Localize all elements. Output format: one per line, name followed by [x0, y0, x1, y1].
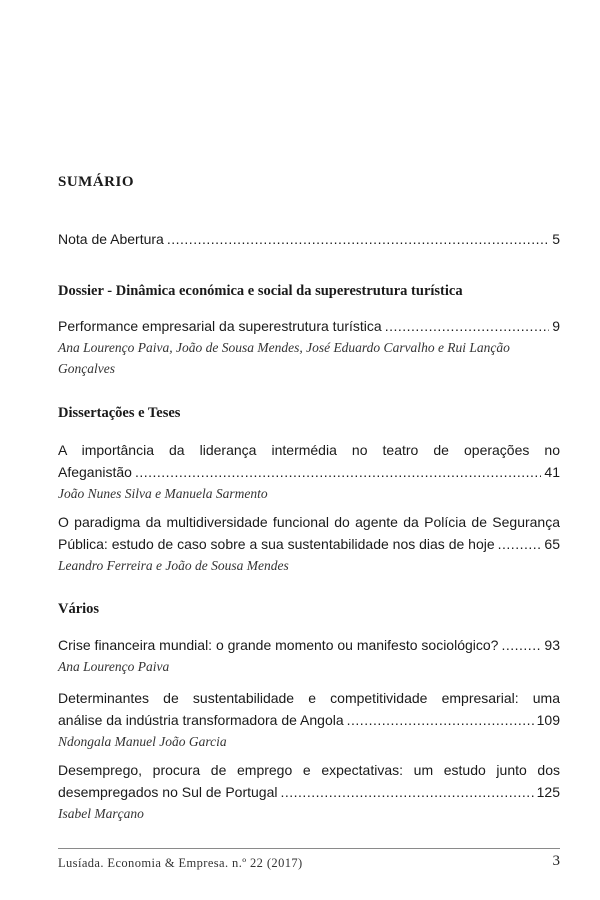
page-title: SUMÁRIO [58, 174, 135, 190]
toc-entry-paradigma-psp[interactable] [58, 511, 560, 576]
entry-page: 109 [536, 712, 560, 728]
entry-page: 41 [544, 464, 560, 480]
footer-journal: Lusíada. Economia & Empresa. n.º 22 (2017) [58, 856, 303, 870]
entry-title-line-2: análise da indústria transformadora de Angola [58, 712, 344, 728]
entry-authors: João Nunes Silva e Manuela Sarmento [58, 486, 268, 501]
entry-title-line-2: Pública: estudo de caso sobre a sua sustentabilidade nos dias de hoje [58, 536, 495, 552]
section-heading-dossier: Dossier - Dinâmica económica e social da superestrutura turística [58, 283, 463, 299]
entry-title-line-1: A importância da liderança intermédia no teatro de operações no [58, 442, 560, 458]
dot-leader [347, 709, 534, 731]
entry-title: Nota de Abertura [58, 231, 164, 247]
entry-authors: Isabel Marçano [58, 806, 144, 821]
entry-title-line-1: Determinantes de sustentabilidade e competitividade empresarial: uma [58, 690, 560, 706]
toc-entry-nota-de-abertura[interactable] [58, 228, 560, 250]
entry-authors: Ndongala Manuel João Garcia [58, 734, 227, 749]
toc-entry-performance-empresarial[interactable] [58, 315, 560, 379]
entry-authors: Leandro Ferreira e João de Sousa Mendes [58, 558, 289, 573]
dot-leader [385, 315, 550, 337]
entry-page: 9 [552, 318, 560, 334]
entry-page: 5 [552, 231, 560, 247]
toc-entry-lideranca-afeganistao[interactable] [58, 439, 560, 504]
entry-title: Performance empresarial da superestrutura turística [58, 318, 382, 334]
section-heading-varios: Vários [58, 601, 100, 617]
dot-leader [501, 634, 541, 656]
footer-page-number: 3 [552, 853, 560, 869]
entry-title-line-1: O paradigma da multidiversidade funcional do agente da Polícia de Segurança [58, 514, 560, 530]
dot-leader [135, 461, 541, 483]
dot-leader [498, 533, 542, 555]
entry-page: 125 [536, 784, 560, 800]
footer-divider [58, 848, 560, 849]
entry-page: 65 [544, 536, 560, 552]
entry-title-line-2: Afeganistão [58, 464, 132, 480]
entry-title-line-1: Desemprego, procura de emprego e expectativas: um estudo junto dos [58, 762, 560, 778]
section-heading-dissertacoes: Dissertações e Teses [58, 405, 181, 421]
toc-entry-crise-financeira[interactable] [58, 634, 560, 677]
toc-entry-desemprego[interactable] [58, 759, 560, 824]
toc-entry-sustentabilidade-angola[interactable] [58, 687, 560, 752]
entry-authors: Ana Lourenço Paiva, João de Sousa Mendes, José Eduardo Carvalho e Rui Lanção Gonçalves [58, 340, 510, 376]
entry-title-line-2: desempregados no Sul de Portugal [58, 784, 278, 800]
entry-title: Crise financeira mundial: o grande momento ou manifesto sociológico? [58, 637, 499, 653]
entry-page: 93 [544, 637, 560, 653]
dot-leader [280, 781, 533, 803]
dot-leader [167, 228, 549, 250]
entry-authors: Ana Lourenço Paiva [58, 659, 170, 674]
